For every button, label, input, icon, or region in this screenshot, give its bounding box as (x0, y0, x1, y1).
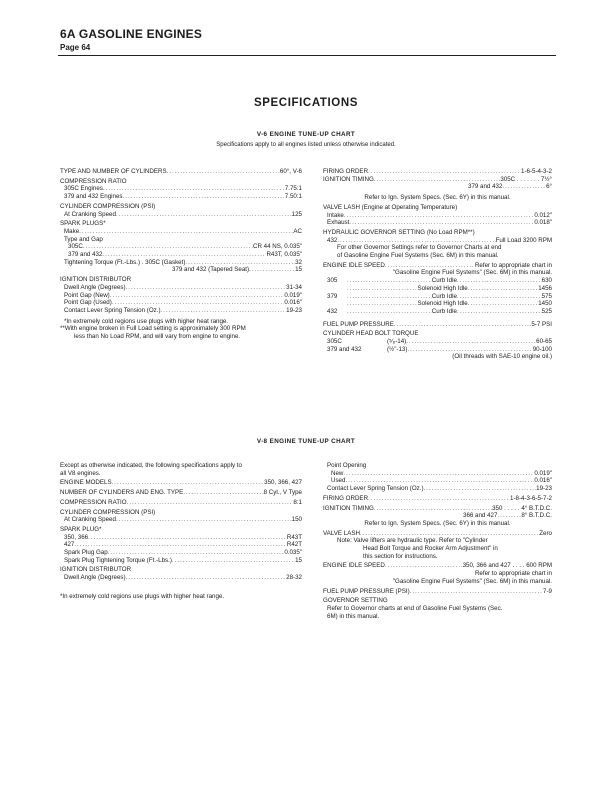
v8-fuel-pump: FUEL PUMP PRESSURE (PSI) ..... 7-9 (323, 588, 552, 596)
v8-plug-gap: Spark Plug Gap ..... 0.035" (60, 549, 302, 557)
v8-cylinders: NUMBER OF CYLINDERS AND ENG. TYPE ..... 8 Cyl., V Type (60, 489, 302, 497)
v6-ign-timing-379: 379 and 432 ..... 6° (323, 183, 552, 191)
v6-hyd-heading: HYDRAULIC GOVERNOR SETTING (No Load RPM**) (323, 228, 475, 236)
v6-right-column (323, 168, 552, 361)
v8-idle-note-2: "Gasoline Engine Fuel Systems" (Sec. 6M) in this manual. (392, 577, 552, 585)
idle-engine: 305 (327, 277, 338, 285)
v6-bolt-heading: CYLINDER HEAD BOLT TORQUE (323, 330, 419, 338)
idle-engine (327, 300, 347, 308)
v6-idle-note: "Gasoline Engine Fuel Systems" (Sec. 6M) in this manual. (392, 269, 552, 277)
v8-cyl-comp-heading: CYLINDER COMPRESSION (PSI) (60, 508, 156, 516)
v6-idle-row (323, 293, 552, 301)
v8-valve-lash: VALVE LASH ..... Zero (323, 530, 552, 538)
v6-chart-subtitle: Specifications apply to all engines listed unless otherwise indicated. (216, 142, 396, 148)
v6-fuel-pump: FUEL PUMP PRESSURE ..... 5-7 PSI (323, 321, 552, 329)
v6-type-gap-heading: Type and Gap (64, 235, 103, 243)
idle-engine: 379 (327, 292, 338, 300)
v6-hyd-note-2: of Gasoline Engine Fuel Systems (Sec. 6M) in this manual. (337, 252, 499, 260)
header-rule (58, 55, 556, 56)
idle-engine: 432 (327, 307, 338, 315)
idle-mode: Curb Idle (431, 292, 457, 300)
v6-point-gap-used: Point Gap (Used) ..... 0.016" (60, 299, 302, 307)
v6-bolt-note: (Oil threads with SAE-10 engine oil.) (452, 353, 552, 361)
v6-make-row: Make ..... AC (60, 228, 302, 236)
v8-governor-heading: GOVERNOR SETTING (323, 597, 388, 605)
v8-spark-350-366: 350, 366 ..... R43T (60, 534, 302, 542)
v8-gov-note-1: Refer to Governor charts at end of Gasoline Fuel Systems (Sec. (327, 604, 503, 612)
v6-left-column (60, 168, 302, 341)
v8-ign-heading: IGNITION DISTRIBUTOR (60, 566, 132, 574)
v6-footnote-3: less than No Load RPM, and will vary from engine to engine. (74, 333, 241, 341)
v8-gov-note-2: 6M) in this manual. (327, 612, 380, 620)
v8-point-new: New ..... 0.019" (323, 470, 552, 478)
v6-torque-305c: Tightening Torque (Ft.-Lbs.) . 305C (Gasket) ..... 32 (60, 259, 302, 267)
v8-lash-note-1: Note: Valve lifters are hydraulic type. Refer to "Cylinder (337, 537, 488, 545)
v6-idle-row (323, 300, 552, 308)
v6-valve-lash-heading: VALVE LASH (Engine at Operating Temperature) (323, 203, 458, 211)
v6-firing-order: FIRING ORDER ..... 1-6-5-4-3-2 (323, 168, 552, 176)
idle-engine (327, 285, 347, 293)
v8-chart-title: V-8 ENGINE TUNE-UP CHART (256, 438, 356, 445)
v8-intro-1: Except as otherwise indicated, the following specifications apply to (60, 462, 242, 469)
v6-ign-timing: IGNITION TIMING ..... 305C . . . . . . . 7½° (323, 176, 552, 184)
v8-lash-note-3: this section for instructions. (363, 552, 438, 560)
v6-idle-row (323, 308, 552, 316)
v6-footnote-2: **With engine broken in Full Load setting is approximately 300 RPM (60, 325, 246, 333)
v6-idle-table (323, 277, 552, 316)
v6-comp-ratio-heading: COMPRESSION RATIO (60, 177, 127, 185)
v8-comp-ratio: COMPRESSION RATIO ..... 8:1 (60, 499, 302, 507)
v6-spark-heading: SPARK PLUGS* (60, 220, 106, 228)
v6-dwell-row: Dwell Angle (Degrees) ..... 31-34 (60, 284, 302, 292)
v8-contact-tension: Contact Lever Spring Tension (Oz.) ..... 19-23 (323, 485, 552, 493)
v8-ign-timing: IGNITION TIMING ..... 350 . . . . . 4° B.T.D.C. (323, 505, 552, 513)
v6-refer-ign: Refer to Ign. System Specs. (Sec. 6Y) in this manual. (364, 194, 511, 202)
v6-intake: Intake ..... 0.012" (323, 212, 552, 220)
v8-intro-2: all V8 engines. (60, 469, 101, 477)
v6-torque-379-432: 379 and 432 (Tapered Seat) ..... 15 (60, 266, 302, 274)
v8-idle-note-1: Refer to appropriate chart in (474, 570, 552, 578)
v6-type-row: TYPE AND NUMBER OF CYLINDERS ..... 60°, V-6 (60, 168, 302, 176)
v8-engine-models: ENGINE MODELS ..... 350, 366, 427 (60, 479, 302, 487)
v8-lash-note-2: Head Bolt Torque and Rocker Arm Adjustment" in (363, 545, 498, 553)
idle-rpm: 630 (541, 277, 552, 285)
v6-idle-row (323, 285, 552, 293)
v8-right-column (323, 462, 552, 620)
v8-plug-torque: Spark Plug Tightening Torque (Ft.-Lbs.) ..... 15 (60, 557, 302, 565)
v6-exhaust: Exhaust ..... 0.018" (323, 219, 552, 227)
v6-ign-heading: IGNITION DISTRIBUTOR (60, 276, 132, 284)
idle-rpm: 1456 (538, 284, 552, 292)
v6-gap-379-432: 379 and 432 ..... R43T, 0.035" (60, 251, 302, 259)
idle-rpm: 575 (541, 292, 552, 300)
specifications-title: SPECIFICATIONS (253, 97, 359, 109)
idle-mode: Curb Idle (431, 307, 457, 315)
idle-rpm: 1450 (538, 300, 552, 308)
v6-hyd-note-1: For other Governor Settings refer to Governor Charts at end (337, 244, 502, 252)
v8-refer-ign: Refer to Ign. System Specs. (Sec. 6Y) in this manual. (364, 519, 511, 527)
v8-spark-427: 427 ..... R42T (60, 541, 302, 549)
v6-bolt-305c: 305C (⁵⁄₈-14) ..... 60-65 (323, 338, 552, 346)
v8-spark-heading: SPARK PLUG* (60, 525, 102, 533)
v6-footnote-1: *In extremely cold regions use plugs with higher heat range. (64, 317, 229, 325)
v8-point-used: Used ..... 0.016" (323, 477, 552, 485)
idle-mode: Solenoid High Idle (417, 300, 468, 308)
v6-point-gap-new: Point Gap (New) ..... 0.019" (60, 292, 302, 300)
v8-point-opening: Point Opening (327, 462, 367, 469)
v6-idle-speed: ENGINE IDLE SPEED ..... Refer to appropriate chart in (323, 262, 552, 270)
v6-bolt-379-432: 379 and 432 (½"-13) ..... 90-100 (323, 346, 552, 354)
v8-footnote: *In extremely cold regions use plugs with higher heat range. (60, 592, 225, 600)
v6-cranking-speed: At Cranking Speed ..... 125 (60, 211, 302, 219)
v8-firing-order: FIRING ORDER ..... 1-8-4-3-6-5-7-2 (323, 495, 552, 503)
v6-idle-row (323, 277, 552, 285)
v6-cyl-comp-heading: CYLINDER COMPRESSION (PSI) (60, 202, 156, 210)
v8-cranking: At Cranking Speed ..... 150 (60, 516, 302, 524)
v6-contact-tension: Contact Lever Spring Tension (Oz.) ..... 19-23 (60, 307, 302, 315)
section-title: 6A GASOLINE ENGINES (60, 27, 203, 41)
v8-dwell: Dwell Angle (Degrees) ..... 28-32 (60, 574, 302, 582)
idle-rpm: 525 (541, 307, 552, 315)
v8-ign-timing-366-427: 366 and 427 ..... 8° B.T.D.C. (323, 512, 552, 520)
idle-mode: Curb Idle (431, 277, 457, 285)
v8-left-column (60, 462, 302, 601)
idle-mode: Solenoid High Idle (417, 284, 468, 292)
v6-cr-305c: 305C Engines ..... 7.75:1 (60, 185, 302, 193)
v6-cr-379-432: 379 and 432 Engines ..... 7.50:1 (60, 193, 302, 201)
page-number: Page 64 (60, 43, 91, 52)
v8-idle-speed: ENGINE IDLE SPEED ..... 350, 366 and 427 . . . . 600 RPM (323, 562, 552, 570)
v6-gap-305c: 305C ..... CR 44 NS, 0.035" (60, 243, 302, 251)
v6-chart-title: V-6 ENGINE TUNE-UP CHART (256, 131, 356, 138)
v6-hyd-432: 432 ..... Full Load 3200 RPM (323, 237, 552, 245)
